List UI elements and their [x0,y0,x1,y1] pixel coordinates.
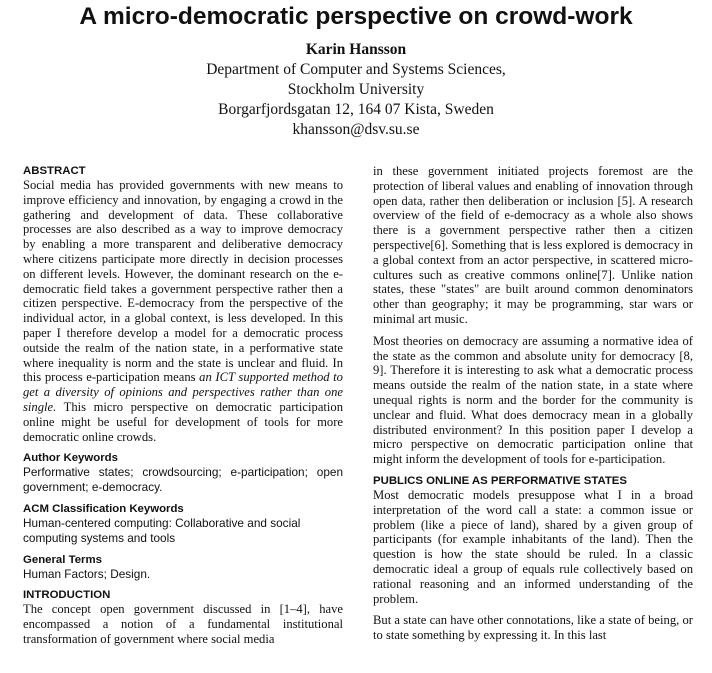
author-name: Karin Hansson [305,41,407,58]
terms-text: Human Factors; Design. [23,566,151,581]
abstract-heading: ABSTRACT [23,165,86,177]
abstract-text-part2: This micro perspective on democratic participation online might be useful for development of tools for more democratic online crowds. [23,399,343,444]
acm-heading: ACM Classification Keywords [23,502,184,515]
acm-text: Human-centered computing: Collaborative and social computing systems and tools [23,515,301,545]
keywords-heading: Author Keywords [23,452,118,465]
abstract-text-italic: an ICT supported method to get a diversity of opinions and perspectives rather than one single. [23,370,343,414]
right-paragraph-2: Most theories on democracy are assuming a normative idea of the state as the common and absolute unity for democracy [8, 9]. Therefore it is interesting to ask what a democratic process means outside the realm of the nation state, in a state where unequal rights is norm and the border for the community is unclear and fluid. What does democracy mean in a globally distributed environment? In this position paper I develop a micro perspective on democratic participation online that might inform the development of tools for e-participation. [373,333,693,467]
introduction-heading: INTRODUCTION [23,589,111,602]
right-paragraph-3: Most democratic models presuppose what I in a broad interpretation of the word call a state: a common issue or problem (like a piece of land), shared by a given group of participants (for example inhabitants of the land). Then the question is how the state should be ruled. In a classic democratic ideal a group of equals rule collectively based on rational reasoning and an informed understanding of the problem. [373,487,693,606]
terms-heading: General Terms [23,553,102,566]
abstract-text [23,178,343,444]
author-email: khansson@dsv.su.se [292,121,420,138]
affiliation-department: Department of Computer and Systems Sciences, [206,61,506,78]
keywords-text: Performative states; crowdsourcing; e-participation; open government; e-democracy. [23,465,343,495]
abstract-text-part1: Social media has provided governments with new means to improve efficiency and innovation, by engaging a crowd in the gathering and development of data. These collaborative processes are also described as a way to improve democracy by enabling a more transparent and deliberative democracy where citizens participate more directly in decision processes on different levels. However, the dominant research on the e-democratic field takes a government perspective rather then a citizen perspective. E-democracy from the perspective of the individual actor, in a global context, is less developed. In this paper I therefore develop a model for a democratic process outside the realm of the nation state, in a performative state where inequality is norm and the state is unclear and fluid. In this process e-participation means [23,178,343,385]
paper-title: A micro-democratic perspective on crowd-work [79,3,633,30]
right-column [373,164,693,643]
affiliation-university: Stockholm University [287,81,425,98]
left-column [23,164,343,647]
affiliation-address: Borgarfjordsgatan 12, 164 07 Kista, Sweden [218,101,494,118]
right-paragraph-4: But a state can have other connotations, like a state of being, or to state something by expressing it. In this last [373,613,693,643]
author-block [0,40,712,140]
introduction-text: The concept open government discussed in [1–4], have encompassed a notion of a fundamental institutional transformation of government where social media [23,602,343,646]
right-paragraph-1: in these government initiated projects foremost are the protection of liberal values and enabling of innovation through open data, rather then deliberation or inclusion [5]. A research overview of the field of e-democracy as a whole also shows there is a government perspective rather then a citizen perspective[6]. Something that is less explored is democracy in a global context from an actor perspective, in scattered micro-cultures such as creative commons online[7]. Unlike nation states, these "states" are built around common denominators other than geography; it may be programming, star wars or minimal art music. [373,164,693,326]
publics-heading: PUBLICS ONLINE AS PERFORMATIVE STATES [373,474,627,487]
